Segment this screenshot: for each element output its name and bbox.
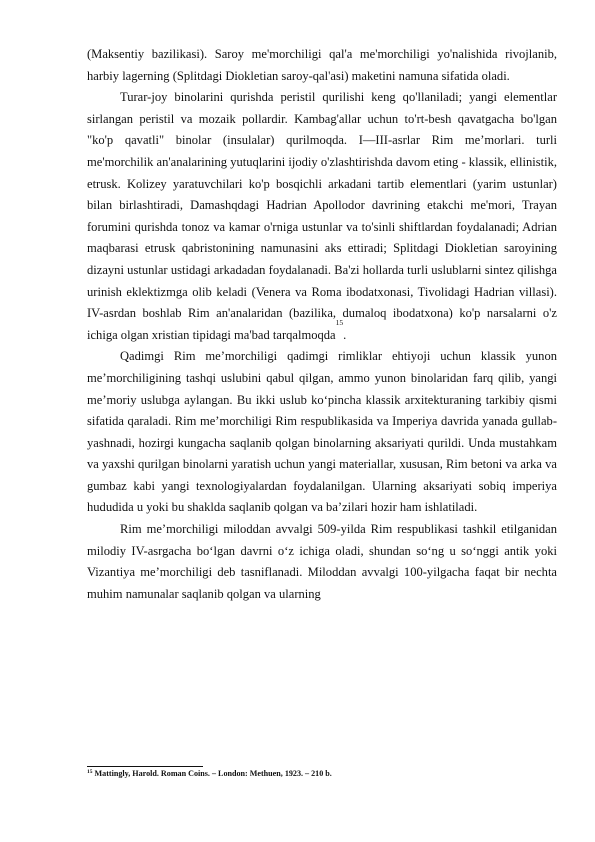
paragraph-2: Turar-joy binolarini qurishda peristil qurilishi keng qo'llaniladi; yangi elementlar sirlangan peristil va mozaik pollardir. Kambag'allar uchun to'rt-besh qavatgacha bo'lgan "ko'p qavatli" binolar (insulalar) qurilmoqda. I—III-asrlar Rim me’morlari. turli me'morchilik an'analarining yutuqlarini ijodiy o'zlashtirishda davom eting - klassik, ellinistik, etrusk. Kolizey yaratuvchilari ko'p bosqichli arkadani tartib elementlari (yarim ustunlar) bilan birlashtiradi, Damashqdagi Hadrian Apollodor davrining etakchi me'mori, Trayan forumini qurishda tonoz va kamar o'rniga ustunlar va to'sinli shiftlardan foydalanadi; Adrian maqbarasi etrusk qabristonining namunasini aks ettiradi; Splitdagi Diokletian saroyining dizayni ustunlar ustidagi arkadadan foydalanadi. Ba'zi hollarda turli uslublarni sintez qilishga urinish eklektizmga olib keladi (Venera va Roma ibodatxonasi, Tivolidagi Hadrian villasi). IV-asrdan boshlab Rim an'analaridan (bazilika, dumaloq ibodatxona) ko'p narsalarni o'z ichiga olgan xristian tipidagi ma'bad tarqalmoqda$^{15}$. [87,90,557,342]
footnote-separator [87,766,203,767]
footnote [87,768,557,779]
paragraph-1: (Maksentiy bazilikasi). Saroy me'morchiligi qal'a me'morchiligi yo'nalishida rivojlanib, harbiy lagerning (Splitdagi Diokletian saroy-qal'asi) maketini namuna sifatida oladi. [87,47,557,83]
footnote-reference[interactable]: 15 [335,317,344,327]
paragraph-3: Qadimgi Rim me’morchiligi qadimgi rimliklar ehtiyoji uchun klassik yunon me’morchiligining tashqi uslubini qabul qilgan, ammo yunon binolaridan farq qilib, yangi me’moriy uslubga aylangan. Bu ikki uslub ko‘pincha klassik arxitekturaning tarkibiy qismi sifatida qaraladi. Rim me’morchiligi Rim respublikasida va Imperiya davrida yanada gullab-yashnadi, hozirgi kungacha saqlanib qolgan binolarning aksariyati qurildi. Unda mustahkam va yaxshi qurilgan binolarni yaratish uchun yangi materiallar, xususan, Rim betoni va arka va gumbaz kabi yangi texnologiyalardan foydalanilgan. Ularning aksariyati sobiq imperiya hududida u yoki bu shaklda saqlanib qolgan va ba’zilari hozir ham ishlatiladi. [87,349,557,515]
footnote-text: Mattingly, Harold. Roman Coins. – London: Methuen, 1923. – 210 b. [92,769,332,778]
paragraph-4: Rim me’morchiligi miloddan avvalgi 509-yilda Rim respublikasi tashkil etilganidan milodiy IV-asrgacha bo‘lgan davrni o‘z ichiga oladi, shundan so‘ng u so‘nggi antik yoki Vizantiya me’morchiligi deb tasniflanadi. Miloddan avvalgi 100-yilgacha faqat bir nechta muhim namunalar saqlanib qolgan va ularning [87,522,557,601]
paragraph-2-text: Turar-joy binolarini qurishda peristil qurilishi keng qo'llaniladi; yangi elementlar sirlangan peristil va mozaik pollardir. Kambag'allar uchun to'rt-besh qavatgacha bo'lgan "ko'p qavatli" binolar (insulalar) qurilmoqda. I—III-asrlar Rim me’morlari. turli me'morchilik an'analarining yutuqlarini ijodiy o'zlashtirishda davom eting - klassik, ellinistik, etrusk. Kolizey yaratuvchilari ko'p bosqichli arkadani tartib elementlari (yarim ustunlar) bilan birlashtiradi, Damashqdagi Hadrian Apollodor davrining etakchi me'mori, Trayan forumini qurishda tonoz va kamar o'rniga ustunlar va to'sinli shiftlardan foydalanadi; Adrian maqbarasi etrusk qabristonining namunasini aks ettiradi; Splitdagi Diokletian saroyining dizayni ustunlar ustidagi arkadadan foydalanadi. Ba'zi hollarda turli uslublarni sintez qilishga urinish eklektizmga olib keladi (Venera va Roma ibodatxonasi, Tivolidagi Hadrian villasi). IV-asrdan boshlab Rim an'analaridan (bazilika, dumaloq ibodatxona) ko'p narsalarni o'z ichiga olgan xristian tipidagi ma'bad tarqalmoqda [87,90,557,342]
document-body [87,44,557,605]
footnote-number: 15 [87,769,93,775]
